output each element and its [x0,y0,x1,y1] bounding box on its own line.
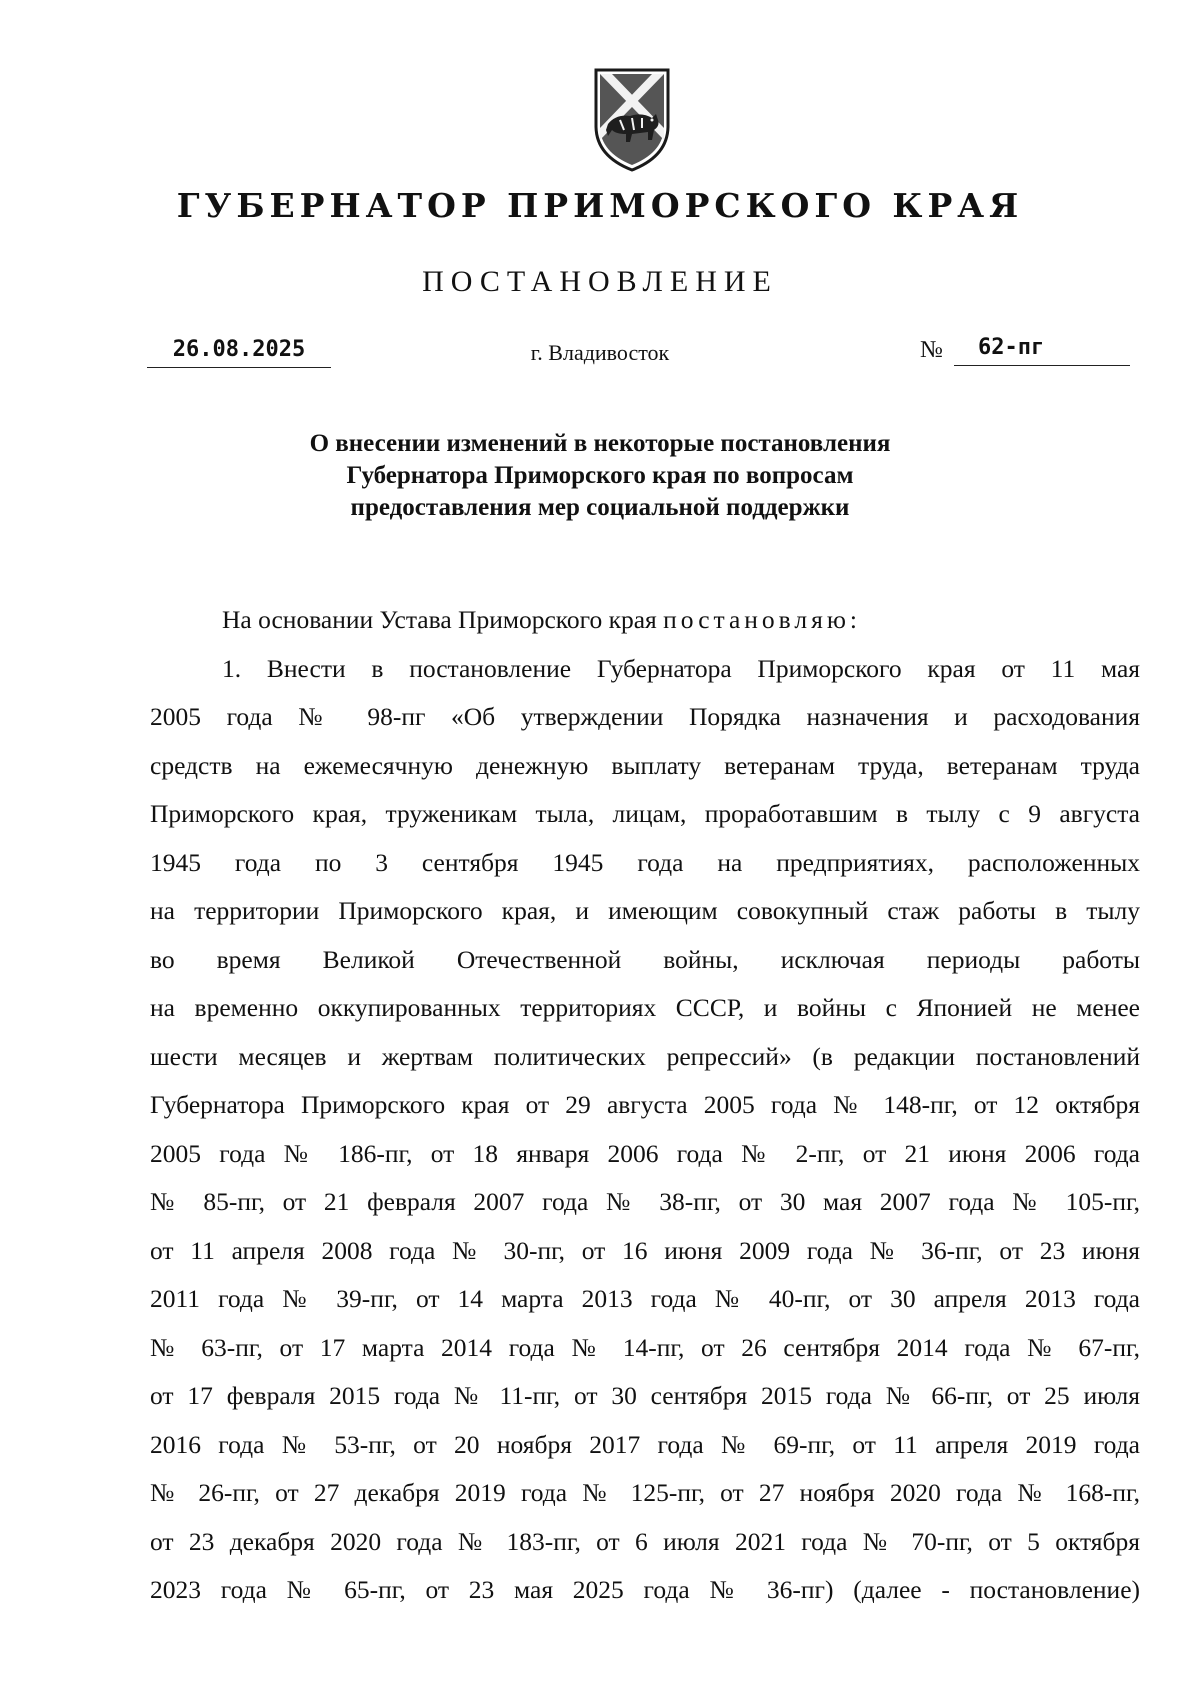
body-line: № 85-пг, от 21 февраля 2007 года № 38-пг, от 30 мая 2007 года № 105-пг, [150,1187,1140,1216]
body-line: 2023 года № 65-пг, от 23 мая 2025 года № 36-пг) (далее - постановление) [150,1575,1140,1604]
document-number-field [920,333,1130,367]
number-underline [954,333,1130,366]
body-line: на временно оккупированных территориях СССР, и войны с Японией не менее [150,993,1140,1022]
body-line: Губернатора Приморского края от 29 августа 2005 года № 148-пг, от 12 октября [150,1090,1140,1119]
body-line: от 17 февраля 2015 года № 11-пг, от 30 сентября 2015 года № 66-пг, от 25 июля [150,1381,1140,1410]
intro-resolve-word: постановляю: [663,605,861,634]
document-title [0,428,1200,524]
document-body [150,596,1140,1615]
intro-paragraph [150,596,1140,645]
body-line: 1945 года по 3 сентября 1945 года на предприятиях, расположенных [150,847,1140,877]
title-line: О внесении изменений в некоторые постановления [309,430,891,457]
document-number: 62-пг [978,335,1045,360]
body-line: от 11 апреля 2008 года № 30-пг, от 16 июня 2009 года № 36-пг, от 23 июня [150,1235,1140,1265]
document-city: г. Владивосток [530,340,670,365]
intro-text: На основании Устава Приморского края [222,605,664,634]
body-line: шести месяцев и жертвам политических репрессий» (в редакции постановлений [150,1041,1140,1071]
body-line: № 63-пг, от 17 марта 2014 года № 14-пг, от 26 сентября 2014 года № 67-пг, [150,1332,1140,1362]
body-line: средств на ежемесячную денежную выплату ветеранам труда, ветеранам труда [150,750,1140,780]
title-line: предоставления мер социальной поддержки [350,494,850,521]
body-line: 2011 года № 39-пг, от 14 марта 2013 года № 40-пг, от 30 апреля 2013 года [150,1284,1140,1313]
body-line: Приморского края, труженикам тыла, лицам, проработавшим в тылу с 9 августа [150,799,1140,828]
body-line: на территории Приморского края, и имеющим совокупный стаж работы в тылу [150,896,1140,925]
body-line: от 23 декабря 2020 года № 183-пг, от 6 июля 2021 года № 70-пг, от 5 октября [150,1526,1140,1556]
body-line: 2005 года № 186-пг, от 18 января 2006 года № 2-пг, от 21 июня 2006 года [150,1138,1140,1168]
body-line: 2005 года № 98-пг «Об утверждении Порядка назначения и расходования [150,702,1140,731]
document-date: 26.08.2025 [147,335,331,368]
body-line: № 26-пг, от 27 декабря 2019 года № 125-пг, от 27 ноября 2020 года № 168-пг, [150,1478,1140,1507]
document-type: ПОСТАНОВЛЕНИЕ [422,265,778,298]
number-sign-label: № [920,337,943,363]
issuing-authority: ГУБЕРНАТОР ПРИМОРСКОГО КРАЯ [176,186,1024,225]
body-line: во время Великой Отечественной войны, исключая периоды работы [150,944,1140,974]
title-line: Губернатора Приморского края по вопросам [346,462,854,489]
body-line: 2016 года № 53-пг, от 20 ноября 2017 года № 69-пг, от 11 апреля 2019 года [150,1429,1140,1459]
body-line: 1. Внести в постановление Губернатора Приморского края от 11 мая [222,653,1140,683]
coat-of-arms-emblem [586,64,678,174]
